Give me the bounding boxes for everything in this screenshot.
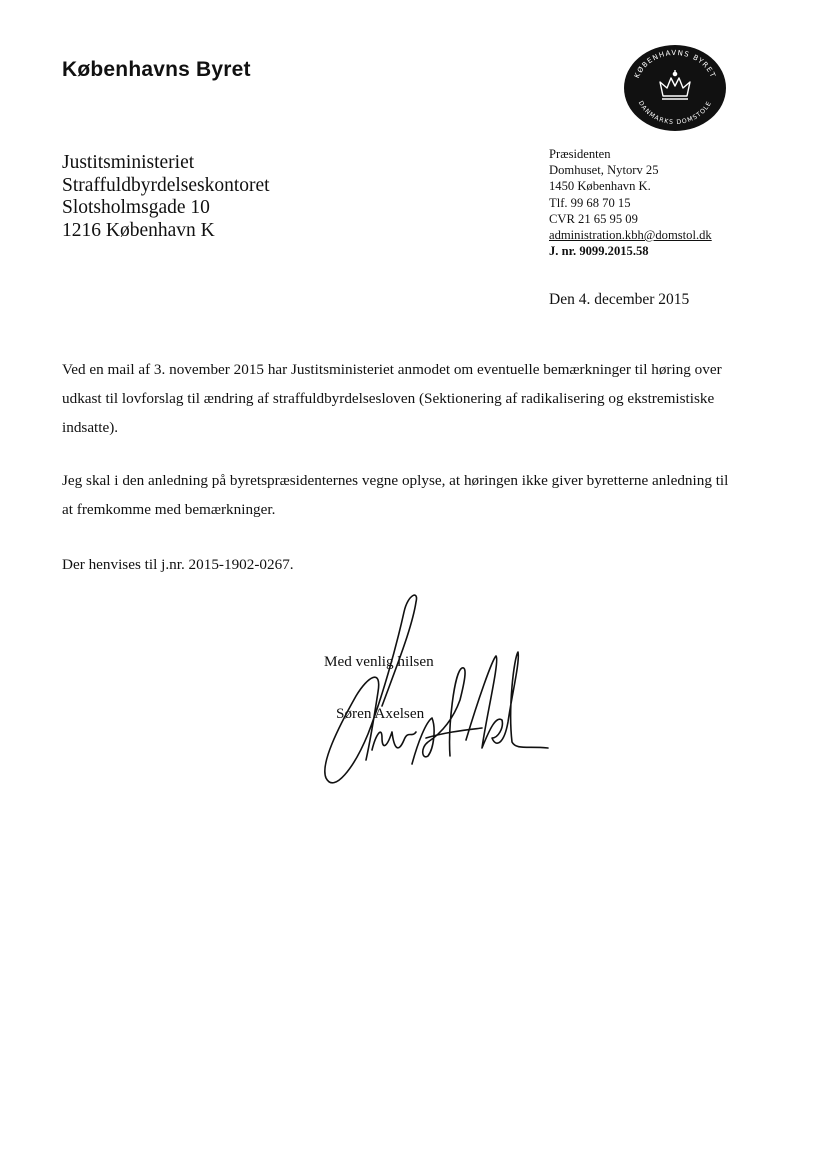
sender-phone: Tlf. 99 68 70 15 [549,195,631,210]
body-paragraph: Der henvises til j.nr. 2015-1902-0267. [62,556,294,573]
journal-number: J. nr. 9099.2015.58 [549,244,649,259]
recipient-line: Slotsholmsgade 10 [62,197,210,219]
recipient-address [62,152,270,242]
recipient-line: Justitsministeriet [62,152,195,173]
court-seal-logo [622,44,728,132]
sender-address: Domhuset, Nytorv 25 [549,163,659,178]
closing-greeting: Med venlig hilsen [324,653,434,670]
body-paragraph: Ved en mail af 3. november 2015 har Justitsministeriet anmodet om eventuelle bemærkninger til høring over udkast til lovforslag til ændring af straffuldbyrdelsesloven (Sektionering af radikalisering og ekstremistiske indsatte). [62,361,722,436]
handwritten-signature [316,588,556,794]
sender-title: Præsidenten [549,147,611,161]
body-paragraph: Jeg skal i den anledning på byretspræsidenternes vegne oplyse, at høringen ikke giver byretterne anledning til at fremkomme med bemærkninger. [62,472,729,518]
recipient-line: 1216 København K [62,219,215,241]
seal-text-bottom: DANMARKS DOMSTOLE [636,99,714,127]
signer-name: Søren Axelsen [336,705,425,722]
court-name: Københavns Byret [62,58,251,81]
seal-text-top: KØBENHAVNS BYRET [632,48,718,80]
sender-email-link[interactable]: administration.kbh@domstol.dk [549,228,712,243]
sender-postal: 1450 København K. [549,179,651,194]
letter-date: Den 4. december 2015 [549,291,690,308]
sender-cvr: CVR 21 65 95 09 [549,211,638,226]
recipient-line: Straffuldbyrdelseskontoret [62,174,270,196]
sender-block [549,146,712,259]
